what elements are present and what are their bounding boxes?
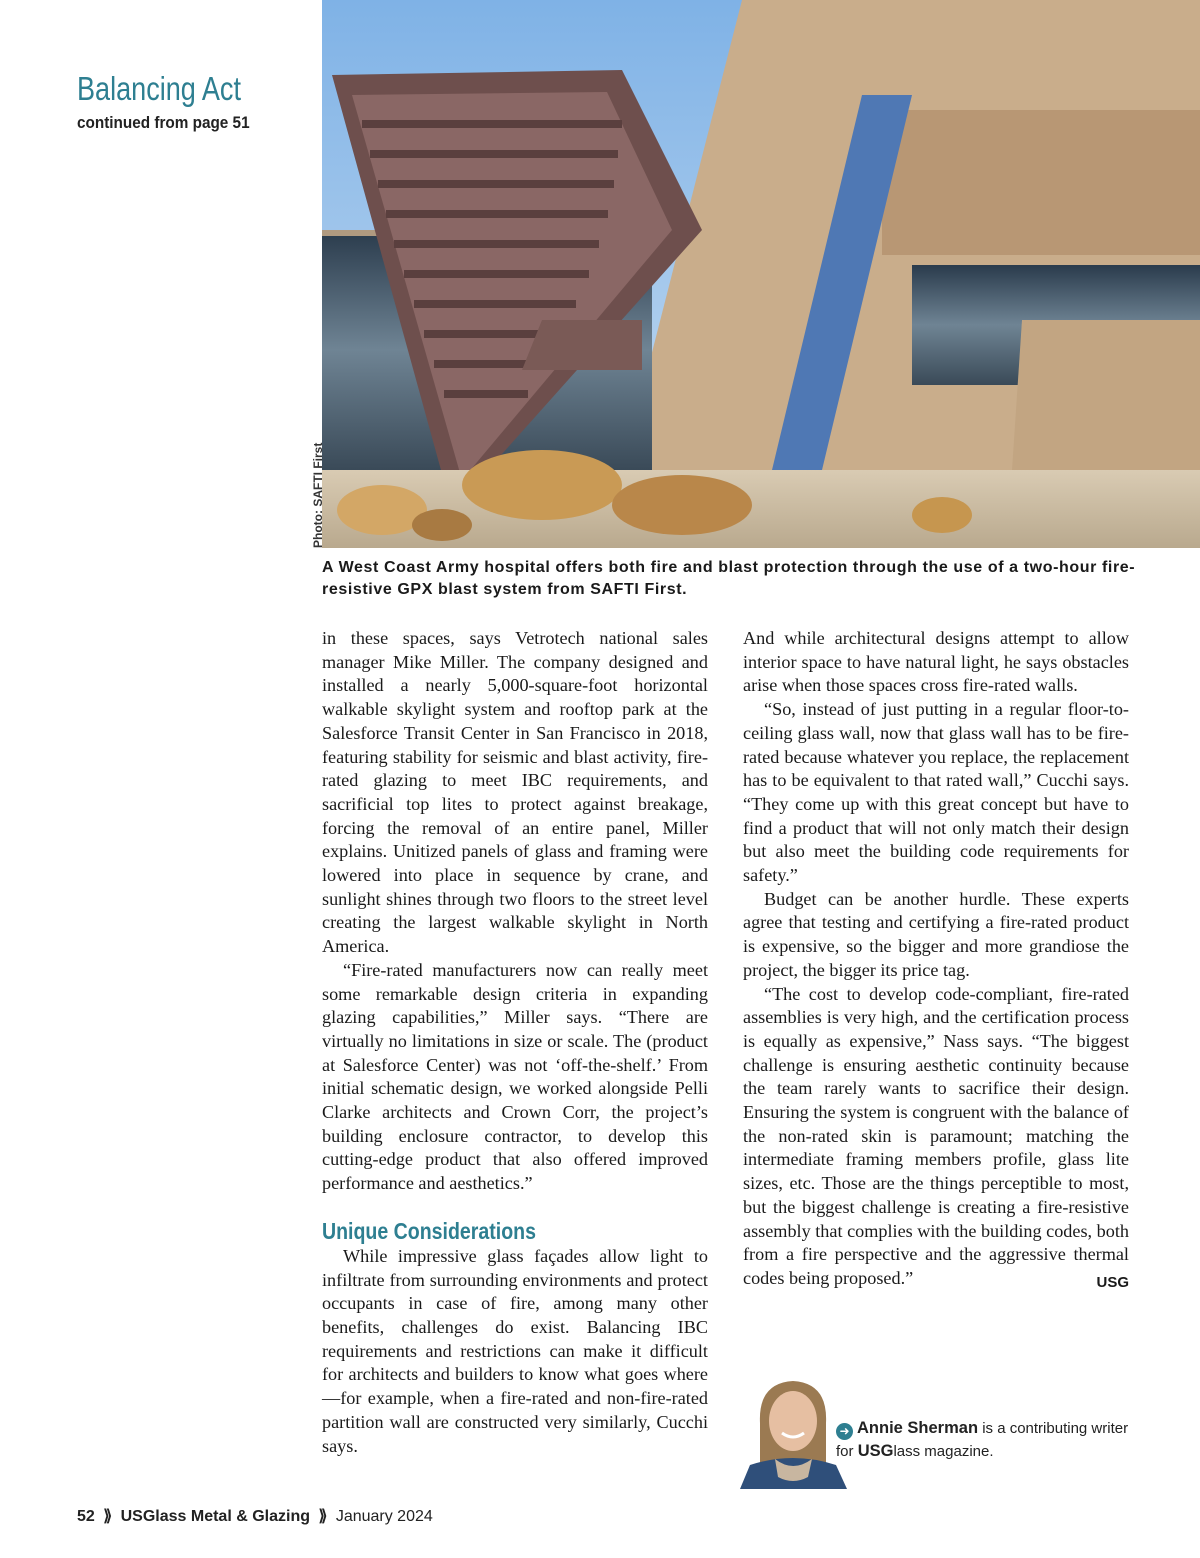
photo-credit: Photo: SAFTI First (311, 442, 325, 548)
paragraph: “Fire-rated manufacturers now can really meet some remarkable design criteria in expanding glazing capabilities,” Miller says. “There are virtually no limitations in size or scale. The (product at Salesforce Center) was not ‘off-the-shelf.’ From initial schematic design, we worked alongside Pelli Clarke architects and Crown Corr, the project’s building enclosure contractor, to develop this cutting-edge product that also offered improved performance and aesthetics.” (322, 959, 708, 1194)
page-footer (77, 1506, 433, 1526)
paragraph: Budget can be another hurdle. These experts agree that testing and certifying a fire-rated product is expensive, so the bigger and more grandiose the project, the bigger its price tag. (743, 888, 1129, 980)
paragraph: While impressive glass façades allow light to infiltrate from surrounding environments and protect occupants in case of fire, among many other benefits, challenges do exist. Balancing IBC requirements and restrictions can make it difficult for architects and builders to know what goes where—for example, when a fire-rated and non-fire-rated partition wall are constructed very similarly, Cucchi says. (322, 1245, 708, 1456)
article-column-left (322, 627, 708, 1458)
end-mark: USG (1096, 1273, 1129, 1291)
subheading: Unique Considerations (322, 1217, 536, 1244)
photo-caption: A West Coast Army hospital offers both fire and blast protection through the use of a two-hour fire-resistive GPX blast system from SAFTI First. (322, 559, 1136, 598)
continued-from-note: continued from page 51 (77, 113, 250, 132)
separator: ⟫ (103, 1508, 113, 1525)
author-name: Annie Sherman (857, 1419, 979, 1437)
issue-date: January 2024 (335, 1508, 433, 1525)
page-number: 52 (77, 1508, 95, 1525)
paragraph: And while architectural designs attempt to allow interior space to have natural light, he says obstacles arise when those spaces cross fire-rated walls. (743, 628, 1129, 696)
hospital-photo (322, 0, 1200, 548)
arrow-icon: ➜ (836, 1423, 853, 1440)
section-title: Balancing Act (77, 70, 241, 107)
article-column-right (743, 627, 1129, 1295)
magazine-name-bold: USG (857, 1442, 894, 1460)
bio-text: is a contributing writer for (836, 1420, 1129, 1460)
paragraph: “So, instead of just putting in a regular floor-to-ceiling glass wall, now that glass wall has to be fire-rated because whatever you replace, the replacement has to be equivalent to that rated wall,” Cucchi says. “They come up with this great concept but have to find a product that will not only match their design but also meet the building code requirements for safety.” (743, 699, 1129, 886)
separator: ⟫ (318, 1508, 328, 1525)
author-bio (836, 1417, 1136, 1463)
paragraph (743, 983, 1129, 1291)
paragraph: in these spaces, says Vetrotech national sales manager Mike Miller. The company designed and installed a nearly 5,000-square-foot horizontal walkable skylight system and rooftop park at the Salesforce Transit Center in San Francisco in 2018, featuring stability for seismic and blast activity, fire-rated glazing to meet IBC requirements, and sacrificial top lites to protect against breakage, forcing the removal of an entire panel, Miller explains. Unitized panels of glass and framing were lowered into place in sequence by crane, and sunlight shines through two floors to the street level creating the largest walkable skylight in North America. (322, 628, 708, 957)
author-photo (740, 1373, 847, 1489)
magazine-title: USGlass Metal & Glazing (120, 1508, 310, 1525)
paragraph-text: “The cost to develop code-compliant, fire-rated assemblies is very high, and the certification process is equally as expensive,” Nass says. “The biggest challenge is ensuring aesthetic continuity because the team rarely wants to sacrifice their design. Ensuring the system is congruent with the balance of the non-rated skin is paramount; matching the intermediate framing members profile, glass lite sizes, etc. Those are the things perceptible to most, but the biggest challenge is creating a fire-resistive assembly that complies with the building codes, both from a fire perspective and the aggressive thermal codes being proposed.” (743, 983, 1129, 1288)
magazine-name-rest: lass magazine. (893, 1443, 994, 1460)
